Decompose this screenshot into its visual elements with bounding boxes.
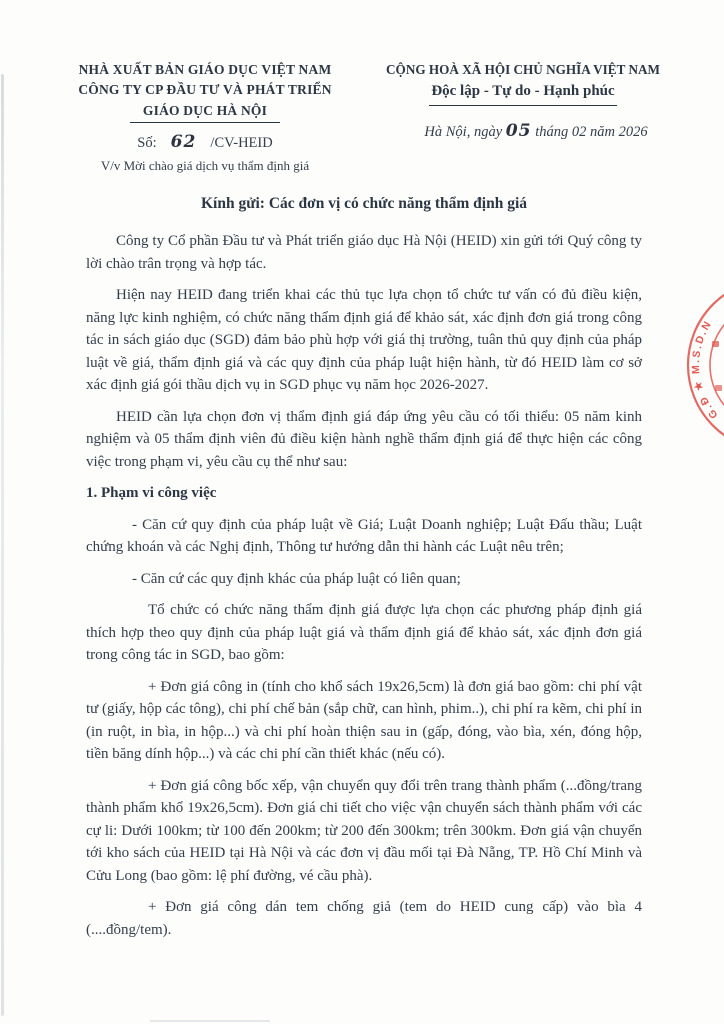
seal-arc-text: G.Đ ★ M.S.D.N xyxy=(689,317,721,421)
red-seal-icon xyxy=(684,279,724,451)
paragraph-legal-basis-2: - Căn cứ các quy định khác của pháp luật có liên quan; xyxy=(132,570,461,587)
paragraph-unit-price-transport: + Đơn giá công bốc xếp, vận chuyển quy đổi trên trang thành phẩm (...đồng/trang thành phẩm khổ 19x26,5cm). Đơn giá chi tiết cho việc vận chuyển sách thành phẩm với các cự li: Dưới 100km; từ 100 đến 200km; từ 200 đến 300km; trên 300km. Đơn giá vận chuyển tới kho sách của HEID tại Hà Nội và các đơn vị đầu mối tại Đà Nẵng, TP. Hồ Chí Minh và Cửu Long (bao gồm: lệ phí đường, vé cầu phà). xyxy=(86,777,642,884)
paragraph-legal-basis-1: - Căn cứ quy định của pháp luật về Giá; Luật Doanh nghiệp; Luật Đấu thầu; Luật chứng khoán và các Nghị định, Thông tư hướng dẫn thi hành các Luật nêu trên; xyxy=(86,516,642,556)
letterhead-national xyxy=(350,60,696,144)
national-title: CỘNG HOÀ XÃ HỘI CHỦ NGHĨA VIỆT NAM xyxy=(386,62,660,77)
issuer-parent-org: NHÀ XUẤT BẢN GIÁO DỤC VIỆT NAM xyxy=(78,62,332,77)
place-date-prefix: Hà Nội, ngày xyxy=(424,123,503,140)
letterhead-issuer xyxy=(78,60,332,176)
paragraph-greeting: Công ty Cổ phần Đầu tư và Phát triển giáo dục Hà Nội (HEID) xin gửi tới Quý công ty lời chào trân trọng và hợp tác. xyxy=(86,233,642,272)
paragraph-scope-intro: Tổ chức có chức năng thẩm định giá được lựa chọn các phương pháp định giá thích hợp theo quy định của pháp luật giá và thẩm định giá để khảo sát, xác định đơn giá trong công tác in SGD, bao gồm: xyxy=(86,602,642,664)
section-1-title: 1. Phạm vi công việc xyxy=(86,485,217,502)
document-number-suffix: /CV-HEID xyxy=(210,134,273,151)
place-date-line xyxy=(350,119,696,144)
issuer-underline xyxy=(130,122,280,123)
national-motto: Độc lập - Tự do - Hạnh phúc xyxy=(429,81,616,106)
paragraph-requirements: HEID cần lựa chọn đơn vị thẩm định giá đáp ứng yêu cầu có tối thiểu: 05 năm kinh nghiệm và 05 thẩm định viên đủ điều kiện hành nghề thẩm định giá để thực hiện các công việc trong phạm vi, yêu cầu cụ thể như sau: xyxy=(86,408,642,470)
document-number-line xyxy=(78,130,332,156)
paragraph-context: Hiện nay HEID đang triển khai các thủ tục lựa chọn tổ chức tư vấn có đủ điều kiện, năng lực kinh nghiệm, có chức năng thẩm định giá để khảo sát, xác định đơn giá trong công tác in sách giáo dục (SGD) đảm bảo phù hợp với giá thị trường, tuân thủ quy định của pháp luật về giá, thẩm định giá và các quy định của pháp luật hiện hành, từ đó HEID làm cơ sở xác định giá gói thầu dịch vụ in SGD phục vụ năm học 2026-2027. xyxy=(86,287,642,394)
date-day-handwritten: 05 xyxy=(505,120,532,141)
scan-smudge-bottom xyxy=(150,1020,270,1022)
issuer-company-line1: CÔNG TY CP ĐẦU TƯ VÀ PHÁT TRIỂN xyxy=(78,82,332,98)
paragraph-unit-price-printing: + Đơn giá công in (tính cho khổ sách 19x26,5cm) là đơn giá bao gồm: chi phí vật tư (giấy, hộp các tông), chi phí chế bản (sắp chữ, can hình, phim..), chi phí ra kẽm, chi phí in (in ruột, in bìa, in hộp...) và chi phí hoàn thiện sau in (gấp, đóng, vào bìa, xén, đóng hộp, tiền băng dính hộp...) và các chi phí cần thiết khác (nếu có). xyxy=(86,678,642,763)
scan-edge-artifact-left xyxy=(1,74,4,1016)
document-number-label: Số: xyxy=(137,134,157,151)
document-number-value: 62 xyxy=(170,131,197,152)
document-subject-note: V/v Mời chào giá dịch vụ thẩm định giá xyxy=(100,158,310,174)
salutation-line: Kính gửi: Các đơn vị có chức năng thẩm định giá xyxy=(200,195,528,212)
paragraph-unit-price-stamp: + Đơn giá công dán tem chống giả (tem do HEID cung cấp) vào bìa 4 (....đồng/tem). xyxy=(86,899,642,938)
place-date-suffix: tháng 02 năm 2026 xyxy=(535,123,648,140)
issuer-company-line2: GIÁO DỤC HÀ NỘI xyxy=(142,102,268,118)
letter-body xyxy=(86,192,642,950)
